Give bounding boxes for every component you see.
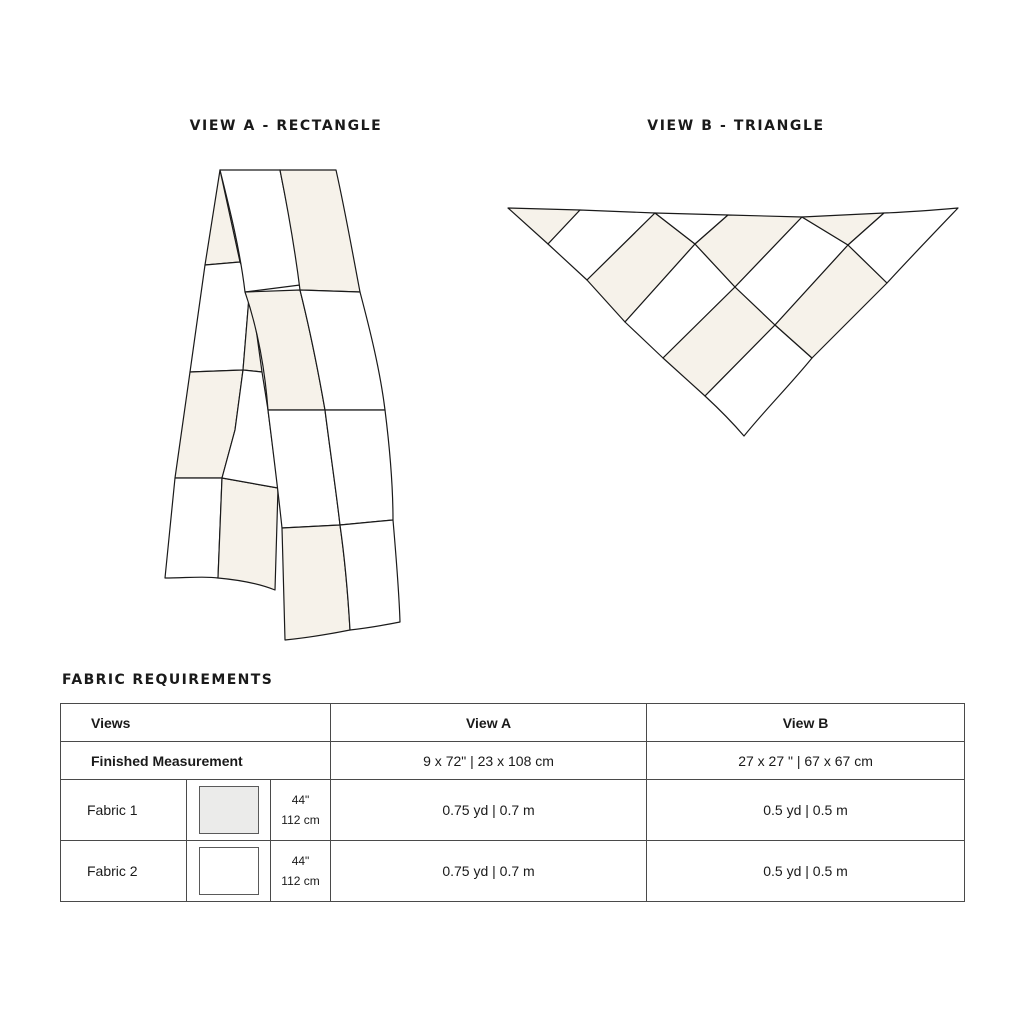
fabric-1-width-cm: 112 cm xyxy=(281,813,320,827)
fabric-2-width xyxy=(271,841,331,902)
rectangle-scarf-illustration xyxy=(165,170,400,640)
table-row-fabric-2 xyxy=(61,841,965,902)
table-row-header xyxy=(61,704,965,742)
scarf-back-block xyxy=(165,478,222,578)
scarf-back-block xyxy=(218,478,278,590)
scarf-front-block xyxy=(340,520,400,630)
fabric-1-view-a: 0.75 yd | 0.7 m xyxy=(331,780,647,841)
table-row-finished xyxy=(61,742,965,780)
fabric-1-width xyxy=(271,780,331,841)
view-b-title: VIEW B - TRIANGLE xyxy=(647,118,825,134)
header-view-a: View A xyxy=(331,704,647,742)
fabric-1-swatch-cell xyxy=(187,780,271,841)
view-a-title: VIEW A - RECTANGLE xyxy=(189,118,383,134)
triangle-scarf-illustration xyxy=(508,208,958,436)
scarf-front-block xyxy=(282,525,350,640)
fabric-requirements-title: FABRIC REQUIREMENTS xyxy=(62,672,274,688)
fabric-1-width-in: 44" xyxy=(291,793,310,807)
finished-view-b: 27 x 27 " | 67 x 67 cm xyxy=(647,742,965,780)
finished-label: Finished Measurement xyxy=(61,742,331,780)
header-label: Views xyxy=(61,704,331,742)
fabric-2-width-in: 44" xyxy=(291,854,310,868)
fabric-2-swatch-cell xyxy=(187,841,271,902)
fabric-1-swatch xyxy=(199,786,259,834)
scarf-back-block xyxy=(190,262,250,372)
fabric-2-width-cm: 112 cm xyxy=(281,874,320,888)
fabric-1-view-b: 0.5 yd | 0.5 m xyxy=(647,780,965,841)
finished-view-a: 9 x 72" | 23 x 108 cm xyxy=(331,742,647,780)
header-view-b: View B xyxy=(647,704,965,742)
fabric-2-swatch xyxy=(199,847,259,895)
fabric-2-view-b: 0.5 yd | 0.5 m xyxy=(647,841,965,902)
fabric-requirements-table xyxy=(60,703,965,902)
fabric-2-name: Fabric 2 xyxy=(61,841,187,902)
table-row-fabric-1 xyxy=(61,780,965,841)
fabric-1-name: Fabric 1 xyxy=(61,780,187,841)
fabric-2-view-a: 0.75 yd | 0.7 m xyxy=(331,841,647,902)
